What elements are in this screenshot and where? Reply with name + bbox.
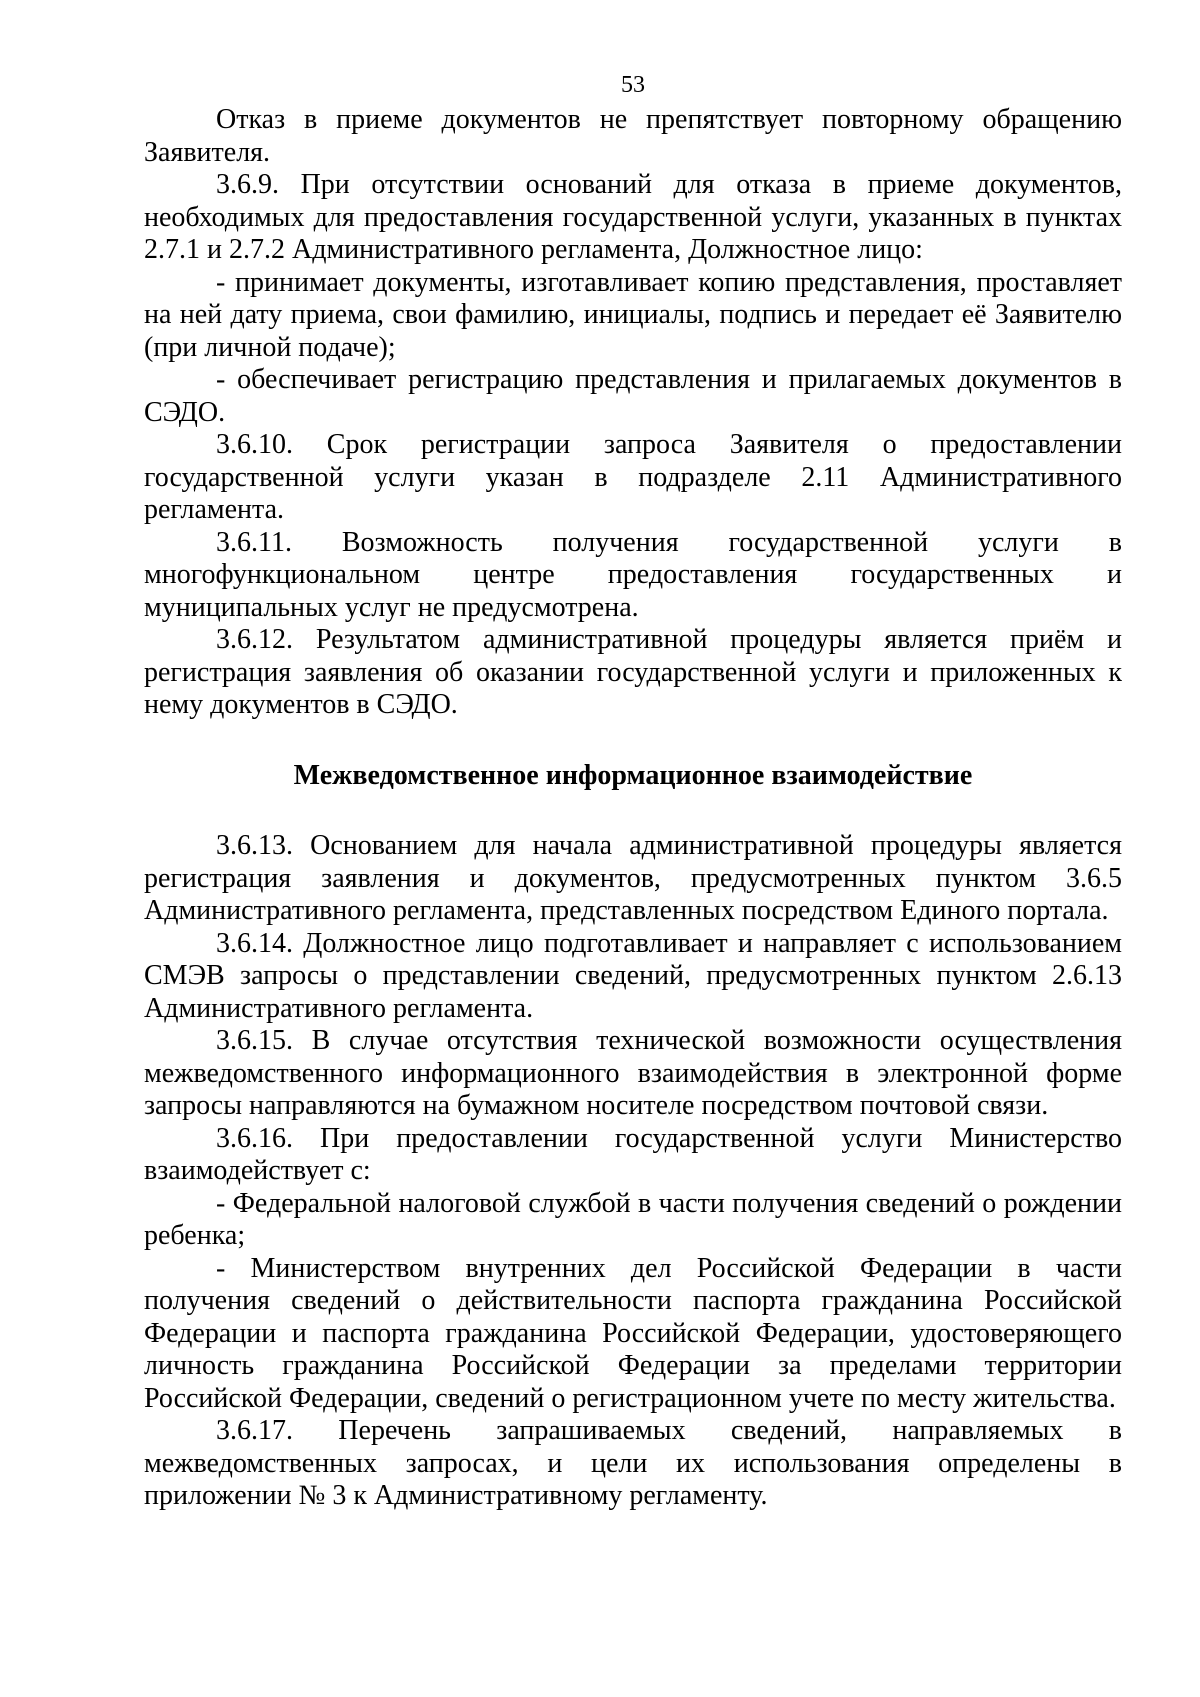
document-page [144, 70, 1122, 1513]
paragraph-ensures-registration: - обеспечивает регистрацию представления и прилагаемых документов в СЭДО. [144, 364, 1122, 428]
paragraph-3-6-14: 3.6.14. Должностное лицо подготавливает и направляет с использованием СМЭВ запросы о представлении сведений, предусмотренных пунктом 2.6.13 Административного регламента. [144, 927, 1122, 1024]
paragraph-3-6-16: 3.6.16. При предоставлении государственной услуги Министерство взаимодействует с: [144, 1122, 1122, 1186]
paragraph-3-6-15: 3.6.15. В случае отсутствия технической возможности осуществления межведомственного информационного взаимодействия в электронной форме запросы направляются на бумажном носителе посредством почтовой связи. [144, 1025, 1122, 1121]
paragraph-3-6-11: 3.6.11. Возможность получения государственной услуги в многофункциональном центре предоставления государственных и муниципальных услуг не предусмотрена. [144, 526, 1122, 623]
paragraph-tax-service: - Федеральной налоговой службой в части получения сведений о рождении ребенка; [144, 1187, 1122, 1251]
paragraph-3-6-9: 3.6.9. При отсутствии оснований для отказа в приеме документов, необходимых для предоставления государственной услуги, указанных в пунктах 2.7.1 и 2.7.2 Административного регламента, Должностное лицо: [144, 169, 1122, 265]
paragraph-3-6-12: 3.6.12. Результатом административной процедуры является приём и регистрация заявления об оказании государственной услуги и приложенных к нему документов в СЭДО. [144, 624, 1122, 720]
page-number: 53 [621, 72, 645, 98]
paragraph-3-6-17: 3.6.17. Перечень запрашиваемых сведений, направляемых в межведомственных запросах, и цели их использования определены в приложении № 3 к Административному регламенту. [144, 1415, 1122, 1511]
paragraph-3-6-10: 3.6.10. Срок регистрации запроса Заявителя о предоставлении государственной услуги указан в подразделе 2.11 Административного регламента. [144, 429, 1122, 525]
paragraph-3-6-13: 3.6.13. Основанием для начала административной процедуры является регистрация заявления и документов, предусмотренных пунктом 3.6.5 Административного регламента, представленных посредством Единого портала. [144, 830, 1122, 926]
paragraph-refusal-note: Отказ в приеме документов не препятствует повторному обращению Заявителя. [144, 104, 1122, 168]
paragraph-interior-ministry: - Министерством внутренних дел Российской Федерации в части получения сведений о действительности паспорта гражданина Российской Федерации и паспорта гражданина Российской Федерации, удостоверяющего личность гражданина Российской Федерации за пределами территории Российской Федерации, сведений о регистрационном учете по месту жительства. [144, 1252, 1122, 1414]
paragraph-accepts-documents: - принимает документы, изготавливает копию представления, проставляет на ней дату приема, свои фамилию, инициалы, подпись и передает её Заявителю (при личной подаче); [144, 266, 1122, 363]
section-heading: Межведомственное информационное взаимодействие [293, 759, 973, 791]
